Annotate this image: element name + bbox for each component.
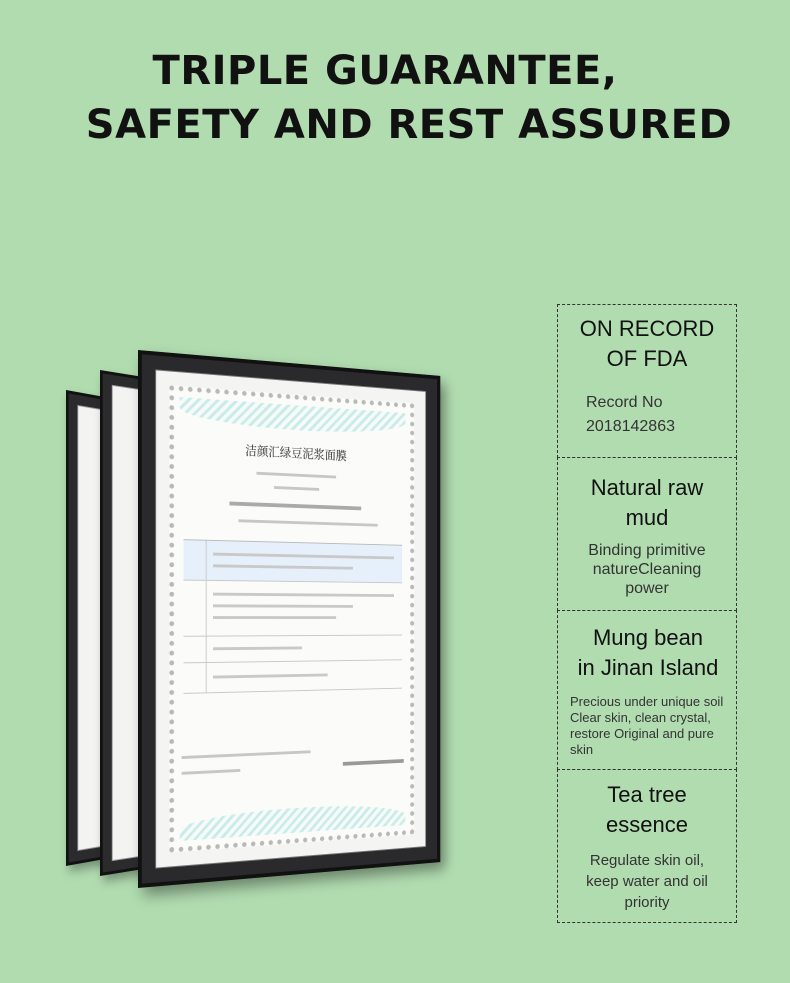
heading-line: essence [606,812,688,837]
heading-line: Mung bean [592,625,704,650]
certificate-text-line [182,769,241,775]
heading-line: ON RECORD [579,316,715,341]
feature-card-tea-tree [557,769,737,923]
feature-card-body [570,694,730,758]
body-line: keep water and oil [586,873,708,890]
headline-line-1: TRIPLE GUARANTEE, [152,48,618,94]
body-line: power [625,580,669,597]
body-line: Clear skin, clean crystal, [570,710,711,725]
body-line: priority [624,894,670,911]
feature-card-heading [564,623,732,683]
feature-card-heading [568,780,726,840]
body-line: Record No [586,394,663,411]
heading-line: OF FDA [606,346,688,371]
body-line: natureCleaning [592,561,702,578]
certificate-text-line [182,750,311,759]
body-line: Regulate skin oil, [589,852,705,869]
heading-line: Tea tree [607,782,687,807]
feature-card-heading [568,473,726,533]
certificate-frames [60,350,500,890]
certificate-border-pattern [180,397,406,437]
heading-line: mud [625,505,669,530]
feature-card-mung-bean [557,610,737,770]
feature-card-heading [568,314,726,374]
certificate-document [169,385,414,852]
certificate-text-line [238,519,377,526]
certificate-text-line [343,759,404,766]
page-headline [0,44,790,152]
body-line: Binding primitive [588,542,706,559]
feature-card-fda [557,304,737,458]
feature-card-body [586,391,675,439]
feature-card-body [570,850,724,913]
certificate-row [183,660,402,694]
certificate-table [183,539,402,737]
feature-card-natural-mud [557,457,737,611]
certificate-text-line [274,486,319,491]
heading-line: in Jinan Island [577,655,719,680]
certificate-row [183,635,402,663]
certificate-title: 洁颜汇绿豆泥浆面膜 [245,444,347,465]
certificate-border-pattern [180,801,406,841]
certificate-text-line [229,502,361,511]
body-line: Precious under unique soil [570,694,724,709]
certificate-frame-front [138,350,440,888]
body-line: restore Original and pure [570,726,714,741]
record-number: 2018142863 [586,418,675,435]
headline-line-2: SAFETY AND REST ASSURED [85,102,733,148]
certificate-mat [155,369,426,868]
feature-card-body [568,541,726,598]
certificate-row [183,540,402,583]
body-line: skin [570,742,594,757]
heading-line: Natural raw [590,475,704,500]
certificate-text-line [256,472,336,479]
certificate-row [183,581,402,637]
